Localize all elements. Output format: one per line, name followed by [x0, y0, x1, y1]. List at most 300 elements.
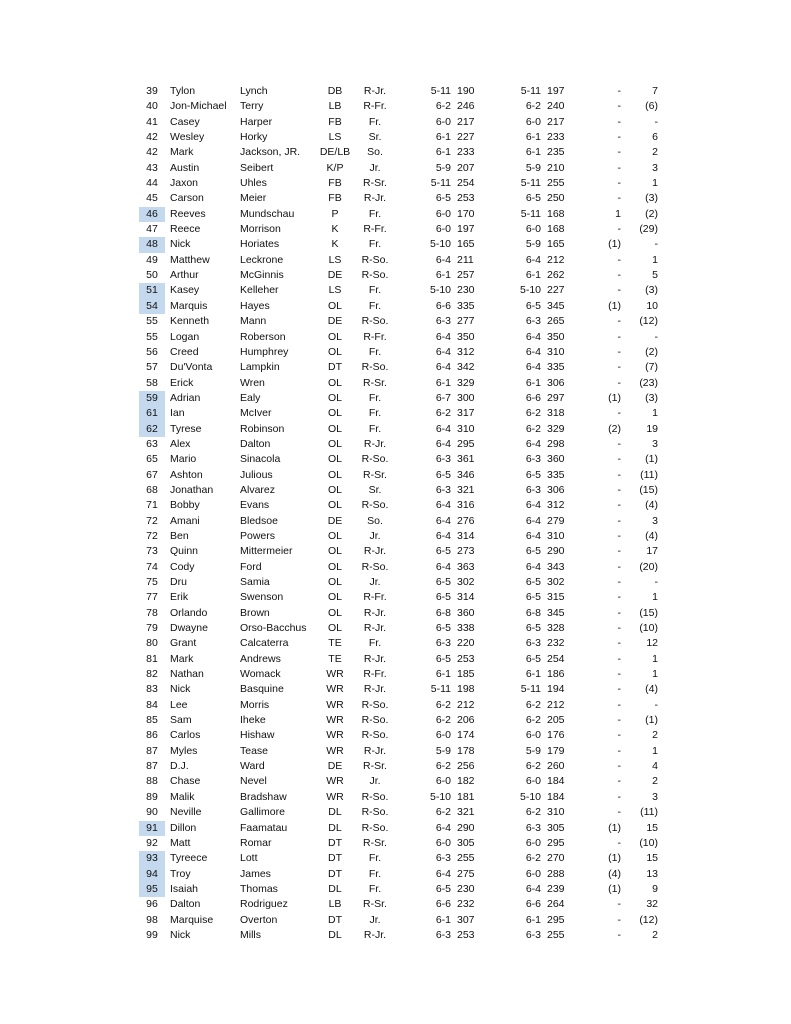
- height-after: 6-4: [525, 437, 541, 450]
- class-year: R-So.: [361, 821, 389, 834]
- roster-row: [139, 330, 659, 345]
- weight-before: 253: [457, 192, 475, 205]
- roster-row: [139, 913, 659, 928]
- first-name: Chase: [170, 775, 201, 788]
- height-after: 6-2: [525, 698, 541, 711]
- roster-row: [139, 253, 659, 268]
- position: OL: [327, 576, 342, 588]
- roster-row: [139, 667, 659, 682]
- height-after: 6-0: [525, 115, 541, 128]
- roster-row: [139, 606, 659, 621]
- roster-row: [139, 237, 659, 252]
- roster-row: [139, 590, 659, 605]
- height-before: 6-4: [435, 330, 451, 343]
- weight-before: 170: [457, 207, 475, 220]
- weight-after: 212: [547, 698, 565, 711]
- weight-after: 298: [547, 437, 565, 450]
- jersey-number: 58: [146, 376, 158, 389]
- last-name: Wren: [240, 376, 265, 389]
- roster-row: [139, 636, 659, 651]
- roster-row: [139, 176, 659, 191]
- weight-before: 198: [457, 683, 475, 696]
- weight-after: 350: [547, 330, 565, 343]
- first-name: Cody: [170, 560, 195, 573]
- roster-row: [139, 376, 659, 391]
- height-change: -: [617, 898, 621, 911]
- weight-before: 277: [457, 315, 475, 328]
- height-change: -: [617, 698, 621, 711]
- height-change: (2): [608, 422, 621, 435]
- position: OL: [327, 606, 342, 619]
- class-year: R-Fr.: [363, 330, 387, 343]
- first-name: Mark: [170, 652, 194, 665]
- weight-change: (12): [639, 315, 658, 328]
- height-after: 6-6: [525, 391, 541, 404]
- first-name: Jaxon: [170, 177, 199, 190]
- height-after: 6-5: [525, 545, 541, 558]
- weight-after: 328: [547, 622, 565, 635]
- weight-change: 9: [652, 882, 658, 895]
- weight-after: 194: [547, 683, 565, 696]
- position: DE: [327, 269, 343, 282]
- class-year: Fr.: [368, 422, 382, 435]
- weight-after: 212: [547, 253, 565, 266]
- last-name: Roberson: [240, 330, 286, 343]
- first-name: Orlando: [170, 606, 208, 619]
- height-before: 6-2: [435, 407, 451, 420]
- weight-before: 233: [457, 146, 475, 159]
- jersey-number: 61: [139, 406, 165, 421]
- first-name: Dru: [170, 576, 187, 588]
- height-after: 6-3: [525, 821, 541, 834]
- last-name: Harper: [240, 115, 273, 128]
- height-change: -: [617, 453, 621, 466]
- first-name: Adrian: [170, 391, 201, 404]
- class-year: R-Sr.: [363, 898, 387, 911]
- jersey-number: 79: [146, 622, 158, 635]
- roster-row: [139, 437, 659, 452]
- class-year: R-So.: [361, 315, 389, 328]
- position: LS: [328, 131, 342, 144]
- weight-before: 255: [457, 852, 475, 865]
- height-before: 6-2: [435, 698, 451, 711]
- weight-before: 290: [457, 821, 475, 834]
- height-before: 6-2: [435, 714, 451, 727]
- first-name: Du'Vonta: [170, 361, 213, 374]
- weight-change: -: [654, 238, 658, 251]
- weight-after: 217: [547, 115, 565, 128]
- weight-after: 205: [547, 714, 565, 727]
- weight-change: (1): [645, 453, 658, 466]
- weight-change: 2: [652, 928, 658, 941]
- weight-change: (3): [645, 284, 658, 297]
- weight-before: 361: [457, 453, 475, 466]
- weight-after: 255: [547, 177, 565, 190]
- weight-change: 2: [652, 729, 658, 742]
- roster-table: [139, 84, 659, 943]
- height-change: -: [617, 499, 621, 512]
- position: FB: [328, 177, 342, 190]
- roster-row: [139, 191, 659, 206]
- first-name: Mario: [170, 453, 197, 466]
- roster-row: [139, 575, 659, 590]
- weight-change: (10): [639, 622, 658, 635]
- height-change: -: [617, 560, 621, 573]
- weight-after: 297: [547, 391, 565, 404]
- height-change: -: [617, 637, 621, 650]
- first-name: Ashton: [170, 468, 203, 481]
- jersey-number: 42: [146, 131, 158, 144]
- weight-before: 227: [457, 131, 475, 144]
- height-change: -: [617, 146, 621, 159]
- height-change: -: [617, 483, 621, 496]
- height-after: 6-1: [525, 131, 541, 144]
- height-after: 6-1: [525, 668, 541, 681]
- jersey-number: 57: [146, 361, 158, 374]
- first-name: Erik: [170, 591, 189, 604]
- height-change: -: [617, 606, 621, 619]
- jersey-number: 88: [146, 775, 158, 788]
- weight-change: (10): [639, 836, 658, 849]
- roster-row: [139, 774, 659, 789]
- height-after: 6-5: [525, 622, 541, 635]
- position: OL: [327, 622, 342, 635]
- roster-row: [139, 483, 659, 498]
- height-before: 6-5: [435, 468, 451, 481]
- class-year: R-Jr.: [363, 192, 387, 205]
- weight-change: (11): [640, 806, 658, 819]
- jersey-number: 85: [146, 714, 158, 727]
- class-year: Jr.: [369, 576, 381, 588]
- height-change: -: [617, 729, 621, 742]
- jersey-number: 93: [139, 851, 165, 866]
- position: DT: [328, 361, 342, 374]
- height-after: 6-4: [525, 529, 541, 542]
- height-change: -: [617, 376, 621, 389]
- height-after: 6-0: [525, 729, 541, 742]
- height-change: -: [617, 177, 621, 190]
- last-name: Romar: [240, 836, 272, 849]
- height-after: 6-4: [525, 514, 541, 527]
- height-before: 6-1: [435, 146, 451, 159]
- last-name: Morrison: [240, 223, 281, 236]
- height-before: 6-3: [435, 928, 451, 941]
- position: TE: [328, 637, 342, 650]
- weight-change: (15): [639, 606, 658, 619]
- height-change: -: [617, 714, 621, 727]
- height-change: 1: [615, 207, 621, 220]
- height-after: 6-4: [525, 882, 541, 895]
- height-before: 6-5: [435, 622, 451, 635]
- height-before: 6-8: [435, 606, 451, 619]
- weight-change: (20): [639, 560, 658, 573]
- height-after: 5-9: [525, 161, 541, 174]
- roster-row: [139, 514, 659, 529]
- height-after: 5-11: [520, 683, 541, 696]
- weight-change: (29): [639, 223, 658, 236]
- weight-change: (4): [645, 499, 658, 512]
- jersey-number: 72: [146, 514, 158, 527]
- weight-before: 317: [457, 407, 475, 420]
- weight-after: 270: [547, 852, 565, 865]
- jersey-number: 80: [146, 637, 158, 650]
- height-change: -: [617, 668, 621, 681]
- height-before: 6-4: [435, 514, 451, 527]
- last-name: Iheke: [240, 714, 266, 727]
- weight-before: 321: [457, 806, 475, 819]
- first-name: Creed: [170, 345, 199, 358]
- jersey-number: 39: [146, 85, 158, 97]
- weight-change: (2): [645, 207, 658, 220]
- class-year: R-Fr.: [363, 668, 387, 681]
- class-year: R-Jr.: [363, 622, 387, 635]
- height-change: -: [617, 361, 621, 374]
- class-year: R-So.: [361, 714, 389, 727]
- position: OL: [327, 376, 342, 389]
- last-name: Bradshaw: [240, 790, 287, 803]
- class-year: Fr.: [368, 882, 382, 895]
- position: K/P: [326, 161, 344, 174]
- height-before: 5-10: [429, 790, 451, 803]
- position: OL: [327, 330, 342, 343]
- weight-after: 250: [547, 192, 565, 205]
- last-name: Humphrey: [240, 345, 289, 358]
- weight-before: 217: [457, 115, 475, 128]
- height-change: (1): [608, 238, 621, 251]
- first-name: Casey: [170, 115, 200, 128]
- height-change: -: [617, 576, 621, 588]
- jersey-number: 55: [146, 330, 158, 343]
- weight-after: 168: [547, 207, 565, 220]
- position: K: [331, 238, 339, 251]
- weight-after: 165: [547, 238, 565, 251]
- weight-before: 316: [457, 499, 475, 512]
- weight-before: 360: [457, 606, 475, 619]
- weight-after: 168: [547, 223, 565, 236]
- last-name: Ford: [240, 560, 262, 573]
- weight-after: 254: [547, 652, 565, 665]
- jersey-number: 95: [139, 882, 165, 897]
- height-after: 6-2: [525, 852, 541, 865]
- roster-row: [139, 422, 659, 437]
- class-year: R-Jr.: [363, 928, 387, 941]
- height-change: -: [617, 115, 621, 128]
- last-name: Mills: [240, 928, 261, 941]
- weight-before: 300: [457, 391, 475, 404]
- position: OL: [327, 437, 342, 450]
- weight-after: 306: [547, 483, 565, 496]
- height-before: 6-3: [435, 852, 451, 865]
- height-before: 6-1: [435, 913, 451, 926]
- roster-row: [139, 84, 659, 99]
- position: OL: [327, 345, 342, 358]
- position: OL: [327, 560, 342, 573]
- jersey-number: 63: [146, 437, 158, 450]
- jersey-number: 92: [146, 836, 158, 849]
- last-name: Sinacola: [240, 453, 281, 466]
- height-before: 6-4: [435, 422, 451, 435]
- position: DT: [328, 852, 342, 865]
- weight-after: 186: [547, 668, 565, 681]
- last-name: McGinnis: [240, 269, 284, 282]
- roster-row: [139, 145, 659, 160]
- roster-row: [139, 283, 659, 298]
- position: DB: [327, 85, 343, 97]
- height-change: -: [617, 775, 621, 788]
- position: DE: [327, 514, 343, 527]
- jersey-number: 55: [146, 315, 158, 328]
- last-name: Swenson: [240, 591, 284, 604]
- weight-after: 310: [547, 806, 565, 819]
- last-name: James: [240, 867, 271, 880]
- class-year: R-So.: [361, 453, 389, 466]
- weight-after: 184: [547, 775, 565, 788]
- height-after: 6-2: [525, 760, 541, 773]
- roster-row: [139, 529, 659, 544]
- jersey-number: 82: [146, 668, 158, 681]
- roster-row: [139, 882, 659, 897]
- position: DT: [328, 867, 342, 880]
- position: OL: [327, 407, 342, 420]
- roster-row: [139, 698, 659, 713]
- first-name: Ian: [170, 407, 185, 420]
- weight-before: 254: [457, 177, 475, 190]
- jersey-number: 90: [146, 806, 158, 819]
- class-year: R-So.: [361, 499, 389, 512]
- class-year: Fr.: [368, 637, 382, 650]
- jersey-number: 50: [146, 269, 158, 282]
- weight-after: 329: [547, 422, 565, 435]
- roster-row: [139, 452, 659, 467]
- roster-row: [139, 222, 659, 237]
- jersey-number: 99: [146, 928, 158, 941]
- jersey-number: 73: [146, 545, 158, 558]
- weight-before: 302: [457, 576, 475, 588]
- weight-before: 275: [457, 867, 475, 880]
- jersey-number: 77: [146, 591, 158, 604]
- height-before: 6-7: [435, 391, 451, 404]
- position: OL: [327, 422, 342, 435]
- height-before: 6-3: [435, 315, 451, 328]
- jersey-number: 44: [146, 177, 158, 190]
- weight-before: 253: [457, 928, 475, 941]
- first-name: Dalton: [170, 898, 201, 911]
- weight-after: 232: [547, 637, 565, 650]
- height-change: -: [617, 591, 621, 604]
- first-name: Kasey: [170, 284, 200, 297]
- first-name: Jon-Michael: [170, 100, 227, 113]
- height-after: 6-4: [525, 345, 541, 358]
- height-before: 6-4: [435, 361, 451, 374]
- weight-change: 1: [652, 253, 658, 266]
- height-change: -: [617, 622, 621, 635]
- height-before: 6-2: [435, 760, 451, 773]
- height-after: 6-3: [525, 483, 541, 496]
- weight-before: 256: [457, 760, 475, 773]
- weight-change: (7): [645, 361, 658, 374]
- first-name: Isaiah: [170, 882, 199, 895]
- weight-before: 363: [457, 560, 475, 573]
- roster-row: [139, 560, 659, 575]
- weight-before: 295: [457, 437, 475, 450]
- height-before: 5-10: [429, 284, 451, 297]
- height-before: 6-4: [435, 499, 451, 512]
- last-name: Overton: [240, 913, 278, 926]
- height-before: 5-11: [430, 683, 451, 696]
- last-name: Faamatau: [240, 821, 288, 834]
- weight-after: 295: [547, 913, 565, 926]
- class-year: R-So.: [361, 806, 389, 819]
- first-name: Carlos: [170, 729, 201, 742]
- last-name: Rodriguez: [240, 898, 288, 911]
- weight-after: 210: [547, 161, 565, 174]
- weight-before: 174: [457, 729, 475, 742]
- height-after: 6-5: [525, 591, 541, 604]
- last-name: Ealy: [240, 391, 261, 404]
- weight-before: 335: [457, 299, 475, 312]
- height-change: -: [617, 192, 621, 205]
- height-change: -: [617, 315, 621, 328]
- position: WR: [326, 698, 344, 711]
- weight-after: 290: [547, 545, 565, 558]
- height-change: -: [617, 928, 621, 941]
- height-after: 6-5: [525, 576, 541, 588]
- jersey-number: 94: [139, 867, 165, 882]
- height-change: -: [617, 514, 621, 527]
- height-after: 6-2: [525, 806, 541, 819]
- height-change: -: [617, 683, 621, 696]
- position: DT: [328, 913, 342, 926]
- last-name: Dalton: [240, 437, 271, 450]
- first-name: Tylon: [170, 85, 196, 97]
- roster-row: [139, 314, 659, 329]
- jersey-number: 46: [139, 207, 165, 222]
- class-year: Fr.: [368, 284, 382, 297]
- weight-before: 342: [457, 361, 475, 374]
- jersey-number: 54: [139, 299, 165, 314]
- last-name: Samia: [240, 576, 270, 588]
- last-name: Powers: [240, 529, 276, 542]
- last-name: Basquine: [240, 683, 284, 696]
- first-name: Mark: [170, 146, 194, 159]
- height-change: -: [617, 345, 621, 358]
- weight-change: 15: [646, 852, 658, 865]
- first-name: Neville: [170, 806, 202, 819]
- weight-before: 246: [457, 100, 475, 113]
- position: OL: [327, 299, 342, 312]
- height-before: 6-3: [435, 637, 451, 650]
- jersey-number: 40: [146, 100, 158, 113]
- jersey-number: 49: [146, 253, 158, 266]
- roster-row: [139, 345, 659, 360]
- last-name: Lampkin: [240, 361, 280, 374]
- class-year: Fr.: [368, 852, 382, 865]
- class-year: R-So.: [361, 269, 389, 282]
- position: P: [331, 207, 339, 220]
- class-year: Jr.: [369, 775, 381, 788]
- height-before: 6-5: [435, 576, 451, 588]
- class-year: Fr.: [368, 407, 382, 420]
- position: OL: [327, 468, 342, 481]
- weight-change: 7: [652, 85, 658, 97]
- position: DT: [328, 836, 342, 849]
- first-name: Logan: [170, 330, 200, 343]
- weight-before: 212: [457, 698, 475, 711]
- height-after: 6-3: [525, 637, 541, 650]
- height-change: -: [617, 407, 621, 420]
- height-before: 5-11: [430, 85, 451, 97]
- last-name: Nevel: [240, 775, 267, 788]
